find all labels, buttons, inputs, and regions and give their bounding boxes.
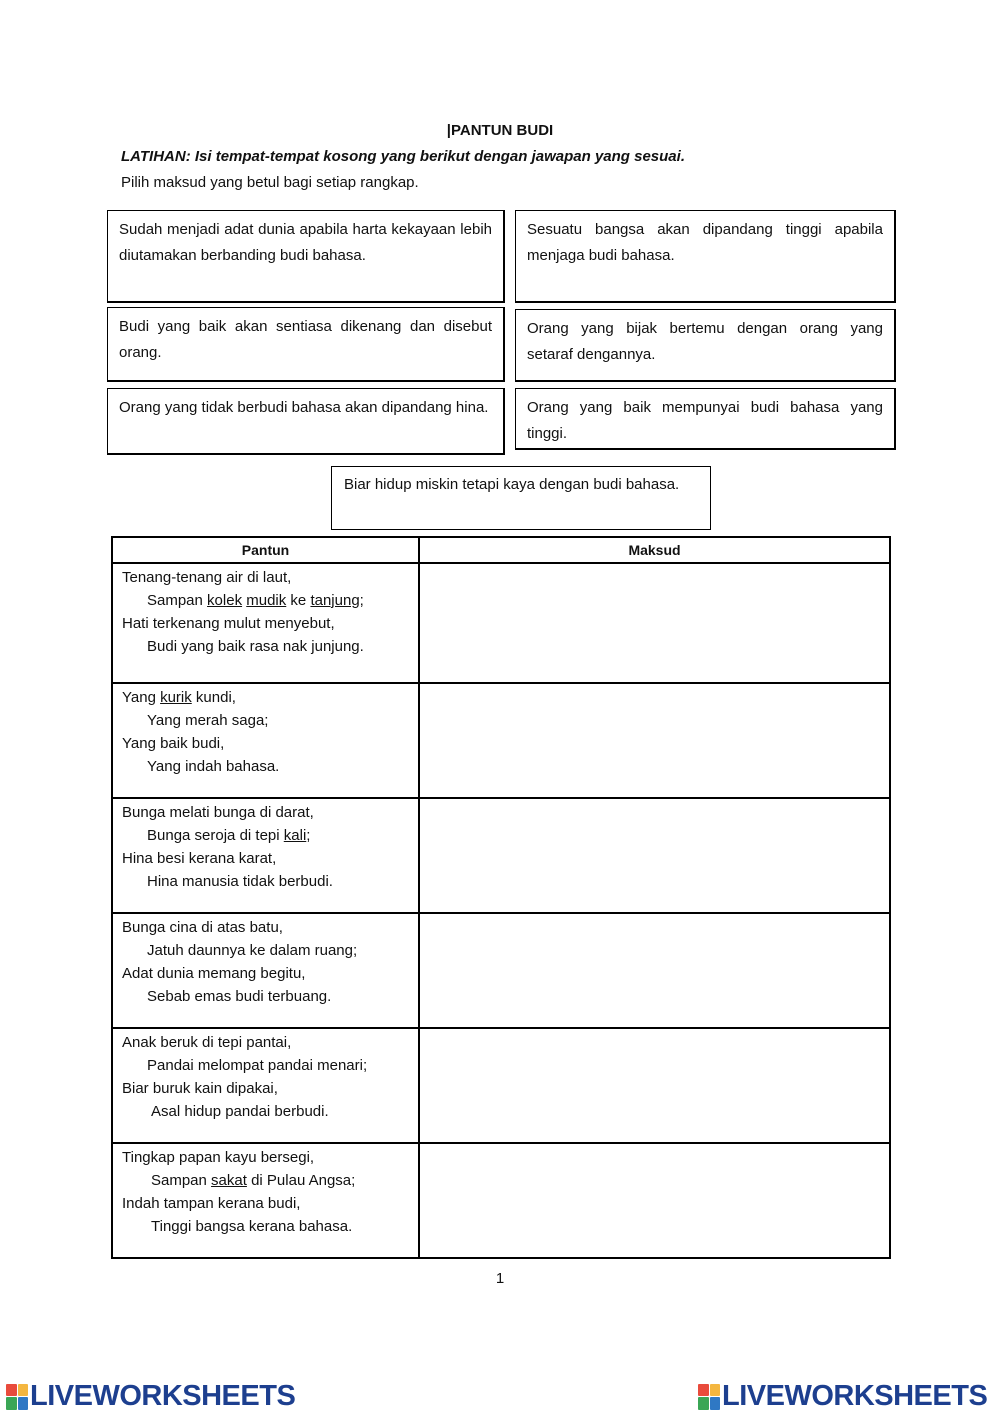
table-row — [112, 913, 890, 1028]
pantun-line: Yang baik budi, — [122, 735, 225, 752]
header-maksud: Maksud — [419, 537, 890, 563]
underlined-word: sakat — [211, 1172, 247, 1189]
pantun-line: Yang merah saga; — [147, 712, 269, 729]
answer-option-5[interactable]: Orang yang tidak berbudi bahasa akan dipandang hina. — [107, 388, 505, 455]
pantun-line: Hina manusia tidak berbudi. — [147, 873, 333, 890]
maksud-answer-cell[interactable] — [419, 563, 890, 683]
text-span: ; — [359, 592, 364, 609]
table-row — [112, 563, 890, 683]
answer-option-6[interactable]: Orang yang baik mempunyai budi bahasa yang tinggi. — [515, 388, 896, 450]
pantun-line: Budi yang baik rasa nak junjung. — [147, 638, 364, 655]
table-row — [112, 1028, 890, 1143]
pantun-line: Biar buruk kain dipakai, — [122, 1080, 278, 1097]
answer-option-1[interactable]: Sudah menjadi adat dunia apabila harta kekayaan lebih diutamakan berbanding budi bahasa. — [107, 210, 505, 303]
table-row — [112, 683, 890, 798]
table-row — [112, 798, 890, 913]
pantun-cell — [112, 683, 419, 798]
underlined-word: kolek — [207, 592, 243, 609]
pantun-line: Pandai melompat pandai menari; — [147, 1057, 368, 1074]
answer-option-2[interactable]: Sesuatu bangsa akan dipandang tinggi apabila menjaga budi bahasa. — [515, 210, 896, 303]
pantun-cell — [112, 563, 419, 683]
pantun-line: Asal hidup pandai berbudi. — [151, 1103, 329, 1120]
maksud-answer-cell[interactable] — [419, 798, 890, 913]
page-title: |PANTUN BUDI — [446, 122, 554, 139]
pantun-cell — [112, 1143, 419, 1258]
maksud-answer-cell[interactable] — [419, 1028, 890, 1143]
pantun-line: Sebab emas budi terbuang. — [147, 988, 332, 1005]
text-span: ke — [286, 592, 311, 609]
text-span: di Pulau Angsa; — [246, 1172, 356, 1189]
text-span: kundi, — [191, 689, 236, 706]
answer-option-3[interactable]: Budi yang baik akan sentiasa dikenang dan disebut orang. — [107, 307, 505, 382]
pantun-line: Hati terkenang mulut menyebut, — [122, 615, 335, 632]
liveworksheets-logo — [698, 1380, 987, 1413]
pantun-cell — [112, 798, 419, 913]
page-number: 1 — [495, 1270, 505, 1287]
answer-option-7[interactable]: Biar hidup miskin tetapi kaya dengan budi bahasa. — [331, 466, 711, 530]
maksud-answer-cell[interactable] — [419, 683, 890, 798]
pantun-line: Jatuh daunnya ke dalam ruang; — [147, 942, 358, 959]
liveworksheets-logo — [6, 1380, 295, 1413]
pantun-line: Tinggi bangsa kerana bahasa. — [151, 1218, 353, 1235]
underlined-word: mudik — [246, 592, 287, 609]
underlined-word: tanjung — [310, 592, 360, 609]
maksud-answer-cell[interactable] — [419, 913, 890, 1028]
text-span: Sampan — [151, 1172, 212, 1189]
table-header-row — [112, 537, 890, 563]
pantun-line: Hina besi kerana karat, — [122, 850, 277, 867]
exercise-instruction: LATIHAN: Isi tempat-tempat kosong yang berikut dengan jawapan yang sesuai. — [121, 148, 685, 165]
exercise-subinstruction: Pilih maksud yang betul bagi setiap rangkap. — [121, 174, 419, 191]
pantun-line: Anak beruk di tepi pantai, — [122, 1034, 292, 1051]
text-span: Yang — [122, 689, 161, 706]
table-row — [112, 1143, 890, 1258]
pantun-line: Tenang-tenang air di laut, — [122, 569, 292, 586]
pantun-cell — [112, 913, 419, 1028]
pantun-line — [122, 589, 410, 612]
pantun-cell — [112, 1028, 419, 1143]
header-pantun: Pantun — [112, 537, 419, 563]
pantun-line — [122, 1169, 410, 1192]
pantun-line — [122, 686, 410, 709]
pantun-table — [111, 536, 891, 1259]
pantun-line: Bunga cina di atas batu, — [122, 919, 283, 936]
text-span: Bunga seroja di tepi — [147, 827, 284, 844]
pantun-line: Bunga melati bunga di darat, — [122, 804, 314, 821]
text-span: Sampan — [147, 592, 208, 609]
text-span: ; — [306, 827, 311, 844]
underlined-word: kali — [283, 827, 307, 844]
underlined-word: kurik — [160, 689, 192, 706]
pantun-line: Tingkap papan kayu bersegi, — [122, 1149, 315, 1166]
logo-blocks-icon — [698, 1384, 720, 1410]
answer-option-4[interactable]: Orang yang bijak bertemu dengan orang yang setaraf dengannya. — [515, 309, 896, 382]
maksud-answer-cell[interactable] — [419, 1143, 890, 1258]
pantun-line: Yang indah bahasa. — [147, 758, 280, 775]
logo-blocks-icon — [6, 1384, 28, 1410]
pantun-line — [122, 824, 410, 847]
logo-text: LIVEWORKSHEETS — [722, 1380, 988, 1412]
logo-text: LIVEWORKSHEETS — [30, 1380, 296, 1412]
pantun-line: Adat dunia memang begitu, — [122, 965, 306, 982]
pantun-line: Indah tampan kerana budi, — [122, 1195, 301, 1212]
